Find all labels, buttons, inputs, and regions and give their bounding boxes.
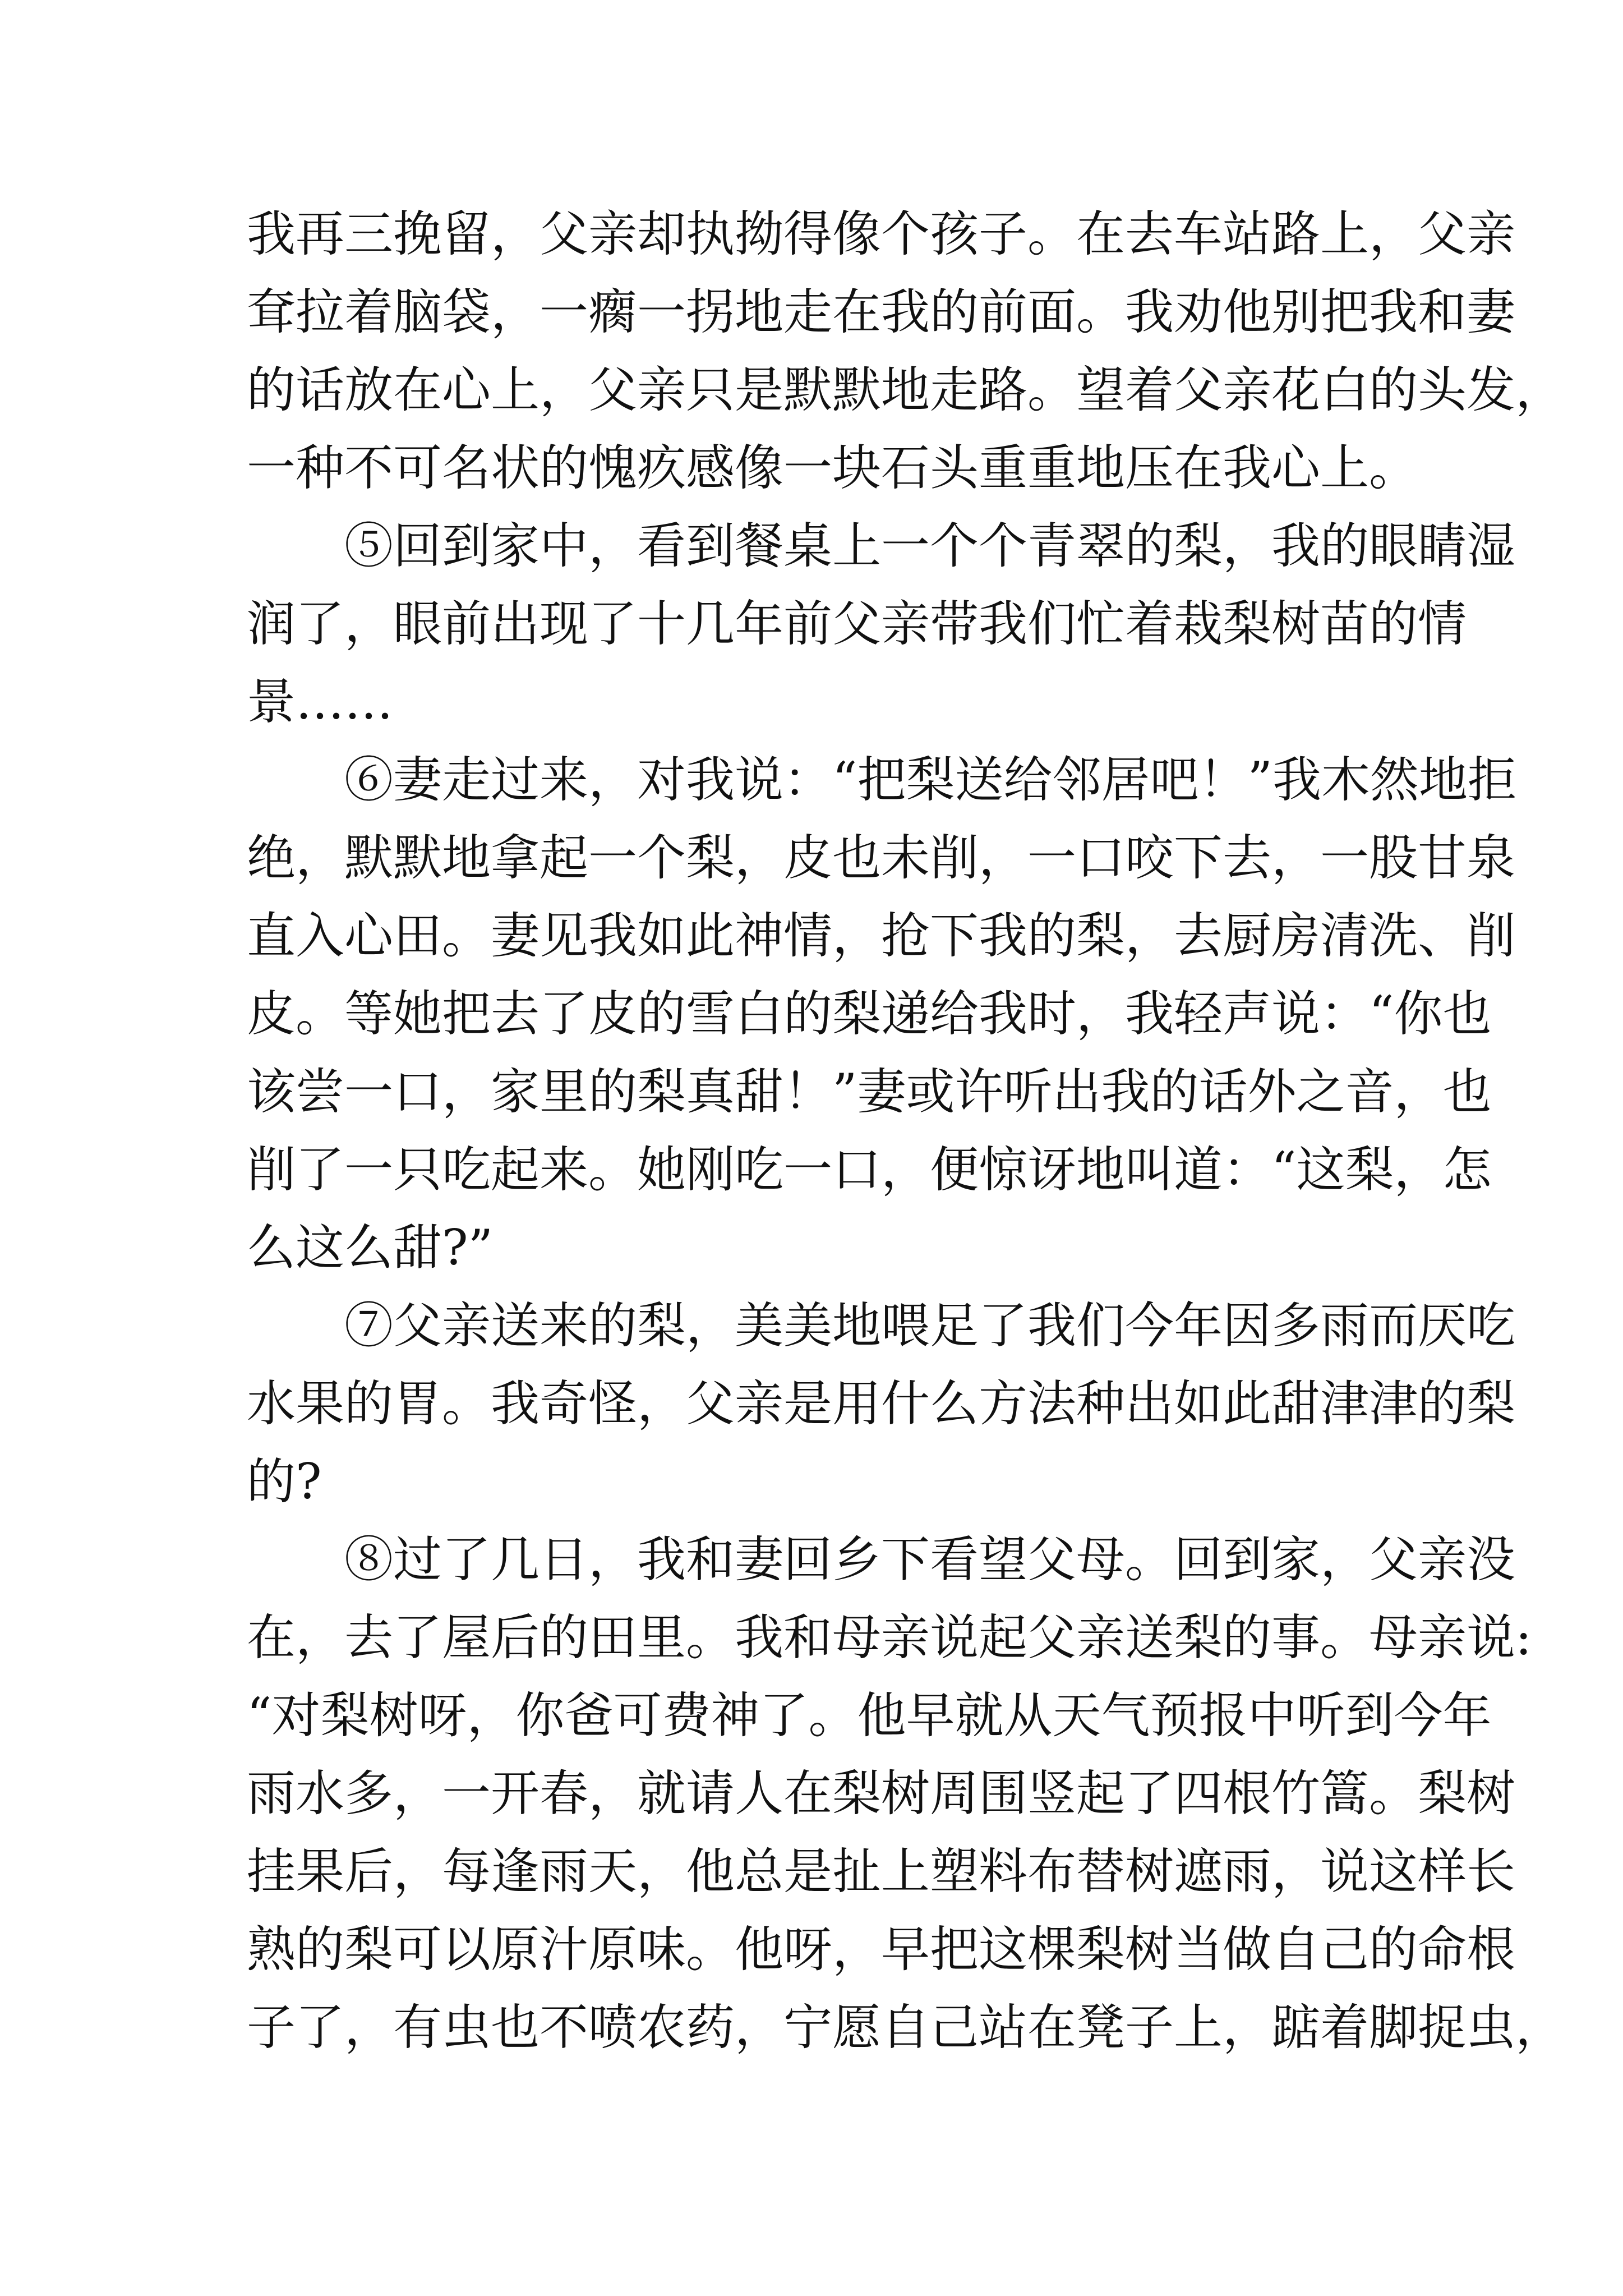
text-line: 耷拉着脑袋，一瘸一拐地走在我的前面。我劝他别把我和妻 <box>247 283 1515 341</box>
text-line: 子了，有虫也不喷农药，宁愿自己站在凳子上，踮着脚捉虫， <box>247 1999 1564 2056</box>
text-line: 直入心田。妻见我如此神情，抢下我的梨，去厨房清洗、削 <box>247 907 1515 964</box>
text-line: “对梨树呀，你爸可费神了。他早就从天气预报中听到今年 <box>247 1687 1492 1744</box>
text-line: 在，去了屋后的田里。我和母亲说起父亲送梨的事。母亲说: <box>247 1609 1532 1666</box>
text-line: 该尝一口，家里的梨真甜！”妻或许听出我的话外之音，也 <box>247 1063 1492 1120</box>
text-line: 挂果后，每逢雨天，他总是扯上塑料布替树遮雨，说这样长 <box>247 1843 1515 1900</box>
text-line: 熟的梨可以原汁原味。他呀，早把这棵梨树当做自己的命根 <box>247 1921 1515 1978</box>
text-line: 我再三挽留，父亲却执拗得像个孩子。在去车站路上，父亲 <box>247 205 1515 263</box>
text-line: ⑦父亲送来的梨，美美地喂足了我们今年因多雨而厌吃 <box>344 1297 1515 1354</box>
text-line: 一种不可名状的愧疚感像一块石头重重地压在我心上。 <box>247 439 1418 496</box>
paragraph-8 <box>247 1521 1564 2067</box>
text-line: ⑥妻走过来，对我说：“把梨送给邻居吧！”我木然地拒 <box>344 751 1516 808</box>
text-line: 皮。等她把去了皮的雪白的梨递给我时，我轻声说：“你也 <box>247 985 1492 1042</box>
text-line: ⑧过了几日，我和妻回乡下看望父母。回到家，父亲没 <box>344 1531 1515 1588</box>
text-line: 景…… <box>247 673 393 730</box>
text-line: 雨水多，一开春，就请人在梨树周围竖起了四根竹篙。梨树 <box>247 1765 1515 1822</box>
text-line: 的? <box>247 1453 322 1510</box>
article-body <box>247 195 1564 2067</box>
text-line: 的话放在心上，父亲只是默默地走路。望着父亲花白的头发， <box>247 361 1564 418</box>
paragraph-5 <box>247 507 1515 741</box>
text-line: 水果的胃。我奇怪，父亲是用什么方法种出如此甜津津的梨 <box>247 1375 1515 1432</box>
text-line: ⑤回到家中，看到餐桌上一个个青翠的梨，我的眼睛湿 <box>344 517 1515 574</box>
paragraph-6 <box>247 741 1516 1287</box>
paragraph-7 <box>247 1287 1515 1521</box>
text-line: 润了，眼前出现了十几年前父亲带我们忙着栽梨树苗的情 <box>247 595 1467 652</box>
text-line: 绝，默默地拿起一个梨，皮也未削，一口咬下去，一股甘泉 <box>247 829 1515 886</box>
paragraph-4-continued <box>247 195 1564 507</box>
text-line: 削了一只吃起来。她刚吃一口，便惊讶地叫道：“这梨，怎 <box>247 1141 1492 1198</box>
text-line: 么这么甜?” <box>247 1219 494 1276</box>
